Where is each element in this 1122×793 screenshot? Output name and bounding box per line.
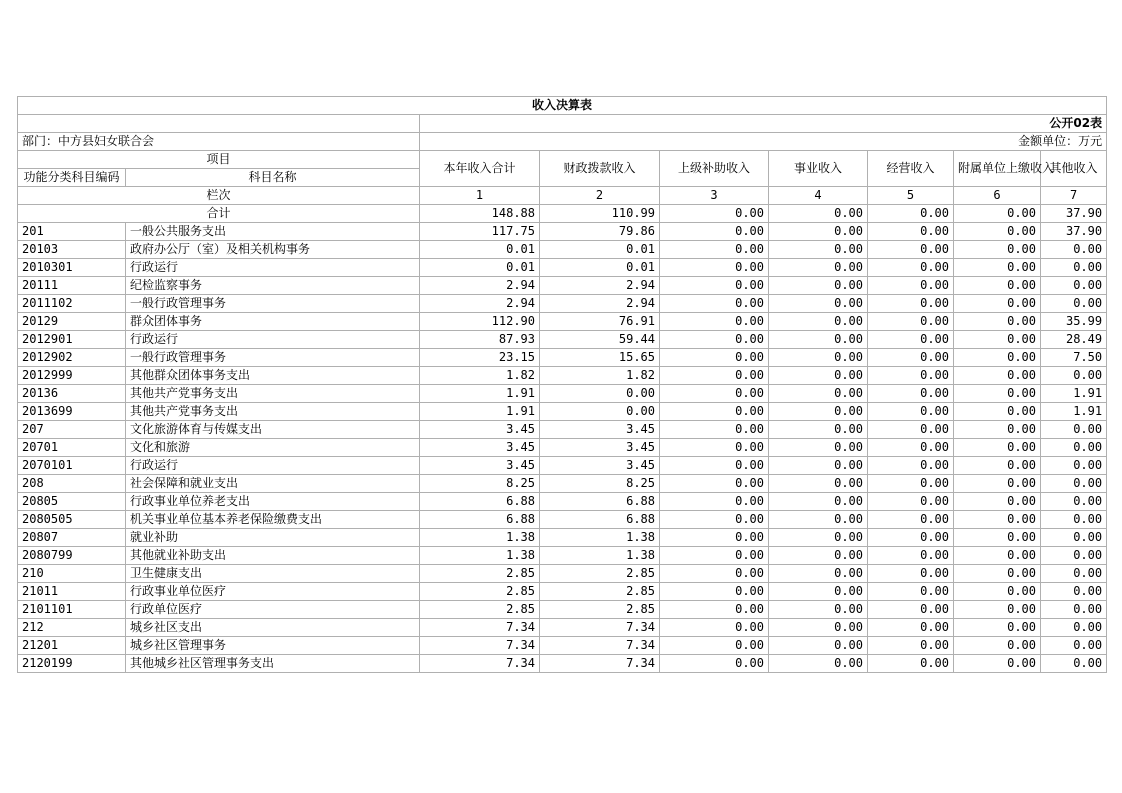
amount-cell: 0.00 [660,241,769,259]
table-row [18,655,1107,673]
amount-cell: 0.00 [954,331,1041,349]
amount-cell: 2.94 [420,277,540,295]
subject-code: 21201 [18,637,126,655]
amount-cell: 7.34 [420,637,540,655]
amount-cell: 1.91 [420,385,540,403]
amount-cell: 0.00 [954,259,1041,277]
amount-cell: 0.00 [954,601,1041,619]
amount-cell: 23.15 [420,349,540,367]
amount-cell: 3.45 [540,439,660,457]
table-row [18,457,1107,475]
subject-code: 20807 [18,529,126,547]
amount-cell: 0.00 [954,547,1041,565]
amount-cell: 3.45 [420,439,540,457]
amount-cell: 0.00 [1041,529,1107,547]
amount-cell: 0.00 [868,367,954,385]
subject-name: 纪检监察事务 [126,277,420,295]
amount-cell: 0.00 [954,313,1041,331]
col-header-total: 本年收入合计 [420,151,540,187]
amount-cell: 3.45 [420,457,540,475]
subject-code: 2080505 [18,511,126,529]
amount-cell: 0.00 [954,295,1041,313]
amount-cell: 59.44 [540,331,660,349]
table-row [18,637,1107,655]
amount-cell: 0.00 [660,421,769,439]
amount-cell: 0.00 [868,547,954,565]
amount-cell: 7.34 [540,637,660,655]
amount-cell: 7.34 [420,655,540,673]
total-cell: 0.00 [769,205,868,223]
subject-name: 行政运行 [126,457,420,475]
amount-cell: 2.85 [420,583,540,601]
amount-cell: 0.00 [1041,439,1107,457]
amount-cell: 1.82 [540,367,660,385]
subject-code: 212 [18,619,126,637]
table-row [18,313,1107,331]
col-header-fiscal: 财政拨款收入 [540,151,660,187]
amount-cell: 0.00 [1041,547,1107,565]
amount-cell: 0.00 [868,349,954,367]
table-row [18,331,1107,349]
amount-cell: 0.00 [868,403,954,421]
amount-cell: 0.00 [1041,475,1107,493]
column-number: 5 [868,187,954,205]
amount-cell: 0.00 [1041,601,1107,619]
subject-name: 文化和旅游 [126,439,420,457]
amount-cell: 0.00 [769,349,868,367]
amount-cell: 0.00 [1041,241,1107,259]
subject-code: 201 [18,223,126,241]
amount-cell: 0.00 [954,565,1041,583]
amount-cell: 6.88 [540,493,660,511]
amount-cell: 0.00 [1041,421,1107,439]
table-row [18,511,1107,529]
subject-code: 2070101 [18,457,126,475]
col-header-operating: 经营收入 [868,151,954,187]
amount-cell: 0.01 [540,259,660,277]
subject-name: 机关事业单位基本养老保险缴费支出 [126,511,420,529]
amount-cell: 0.00 [954,457,1041,475]
amount-cell: 0.00 [868,655,954,673]
amount-cell: 0.00 [868,277,954,295]
amount-cell: 0.00 [769,367,868,385]
amount-cell: 2.85 [420,565,540,583]
table-row [18,241,1107,259]
table-row [18,565,1107,583]
income-table [17,96,1107,673]
subject-name: 行政运行 [126,331,420,349]
subject-code: 20129 [18,313,126,331]
form-number: 公开02表 [420,115,1107,133]
col-header-affiliated: 附属单位上缴收入 [954,151,1041,187]
subject-name: 行政事业单位养老支出 [126,493,420,511]
subject-code: 208 [18,475,126,493]
subject-code: 207 [18,421,126,439]
amount-cell: 79.86 [540,223,660,241]
amount-cell: 0.00 [868,529,954,547]
table-row [18,385,1107,403]
subject-name: 一般行政管理事务 [126,349,420,367]
amount-cell: 0.00 [954,277,1041,295]
amount-cell: 1.82 [420,367,540,385]
amount-cell: 0.00 [1041,457,1107,475]
amount-cell: 1.91 [1041,403,1107,421]
amount-cell: 15.65 [540,349,660,367]
amount-cell: 0.00 [868,223,954,241]
amount-cell: 2.85 [540,601,660,619]
amount-cell: 0.00 [769,277,868,295]
table-row [18,349,1107,367]
amount-cell: 0.00 [1041,583,1107,601]
table-row [18,259,1107,277]
amount-cell: 0.00 [868,583,954,601]
amount-cell: 0.00 [769,475,868,493]
amount-cell: 0.00 [868,439,954,457]
amount-cell: 0.00 [769,241,868,259]
column-number-label: 栏次 [18,187,420,205]
amount-cell: 0.00 [868,259,954,277]
amount-cell: 3.45 [540,457,660,475]
amount-cell: 0.00 [660,547,769,565]
total-label: 合计 [18,205,420,223]
column-number: 7 [1041,187,1107,205]
subject-code: 20136 [18,385,126,403]
subject-code: 20701 [18,439,126,457]
amount-cell: 0.00 [954,241,1041,259]
subject-name: 群众团体事务 [126,313,420,331]
col-header-other: 其他收入 [1041,151,1107,187]
amount-cell: 0.00 [868,421,954,439]
subject-code: 21011 [18,583,126,601]
amount-cell: 28.49 [1041,331,1107,349]
amount-cell: 0.00 [954,619,1041,637]
amount-cell: 0.00 [868,331,954,349]
amount-cell: 0.00 [660,367,769,385]
amount-cell: 0.00 [660,313,769,331]
amount-cell: 8.25 [540,475,660,493]
amount-cell: 0.00 [1041,565,1107,583]
amount-cell: 0.00 [1041,637,1107,655]
subject-name: 其他就业补助支出 [126,547,420,565]
amount-cell: 0.00 [868,565,954,583]
amount-cell: 0.00 [660,565,769,583]
amount-cell: 87.93 [420,331,540,349]
amount-cell: 0.00 [954,385,1041,403]
amount-cell: 0.00 [954,493,1041,511]
amount-cell: 2.94 [540,295,660,313]
table-row [18,403,1107,421]
amount-cell: 3.45 [420,421,540,439]
amount-cell: 0.00 [660,655,769,673]
amount-cell: 0.00 [769,403,868,421]
amount-cell: 0.00 [954,655,1041,673]
amount-cell: 7.50 [1041,349,1107,367]
amount-cell: 0.00 [769,313,868,331]
subject-code: 2120199 [18,655,126,673]
subject-code: 2013699 [18,403,126,421]
amount-cell: 0.00 [868,385,954,403]
subject-name: 行政单位医疗 [126,601,420,619]
table-title: 收入决算表 [18,97,1107,115]
amount-cell: 7.34 [540,619,660,637]
income-statement-sheet [17,96,1106,673]
column-number: 1 [420,187,540,205]
amount-cell: 0.00 [769,619,868,637]
amount-cell: 0.00 [954,475,1041,493]
amount-cell: 0.00 [868,601,954,619]
amount-cell: 0.00 [769,529,868,547]
subject-name: 行政事业单位医疗 [126,583,420,601]
total-cell: 37.90 [1041,205,1107,223]
subject-code: 20111 [18,277,126,295]
amount-cell: 0.01 [420,259,540,277]
amount-cell: 0.00 [769,637,868,655]
total-cell: 110.99 [540,205,660,223]
amount-cell: 0.00 [868,511,954,529]
table-row [18,619,1107,637]
total-cell: 0.00 [868,205,954,223]
amount-cell: 0.00 [540,385,660,403]
amount-cell: 35.99 [1041,313,1107,331]
amount-cell: 0.00 [769,583,868,601]
amount-cell: 37.90 [1041,223,1107,241]
amount-cell: 0.00 [769,223,868,241]
amount-cell: 0.00 [769,295,868,313]
table-row [18,601,1107,619]
amount-cell: 3.45 [540,421,660,439]
amount-cell: 1.91 [1041,385,1107,403]
amount-cell: 0.00 [868,457,954,475]
unit-label: 金额单位：万元 [420,133,1107,151]
amount-cell: 112.90 [420,313,540,331]
amount-cell: 0.00 [660,277,769,295]
subject-code: 2011102 [18,295,126,313]
amount-cell: 0.00 [660,583,769,601]
amount-cell: 0.00 [954,511,1041,529]
amount-cell: 1.38 [420,547,540,565]
subject-code: 2012902 [18,349,126,367]
table-row [18,367,1107,385]
column-number: 4 [769,187,868,205]
column-number: 2 [540,187,660,205]
amount-cell: 0.00 [660,619,769,637]
amount-cell: 2.85 [540,583,660,601]
subject-code: 210 [18,565,126,583]
amount-cell: 8.25 [420,475,540,493]
subject-name: 其他群众团体事务支出 [126,367,420,385]
amount-cell: 0.00 [954,367,1041,385]
amount-cell: 0.00 [660,457,769,475]
amount-cell: 0.00 [954,223,1041,241]
amount-cell: 0.00 [769,565,868,583]
amount-cell: 6.88 [420,511,540,529]
table-row [18,583,1107,601]
amount-cell: 0.00 [769,385,868,403]
amount-cell: 6.88 [540,511,660,529]
amount-cell: 0.00 [660,493,769,511]
amount-cell: 2.94 [420,295,540,313]
table-row [18,475,1107,493]
amount-cell: 0.00 [769,439,868,457]
table-row [18,547,1107,565]
subject-code: 20805 [18,493,126,511]
subject-name: 一般公共服务支出 [126,223,420,241]
table-row [18,421,1107,439]
total-cell: 148.88 [420,205,540,223]
amount-cell: 0.00 [1041,295,1107,313]
amount-cell: 1.38 [420,529,540,547]
amount-cell: 117.75 [420,223,540,241]
subject-code: 2012999 [18,367,126,385]
amount-cell: 76.91 [540,313,660,331]
col-header-superior: 上级补助收入 [660,151,769,187]
amount-cell: 0.00 [660,511,769,529]
subject-name: 一般行政管理事务 [126,295,420,313]
item-group-header: 项目 [18,151,420,169]
amount-cell: 0.00 [769,421,868,439]
amount-cell: 7.34 [540,655,660,673]
amount-cell: 0.00 [1041,367,1107,385]
subject-code: 2080799 [18,547,126,565]
amount-cell: 0.00 [1041,619,1107,637]
department-label: 部门：中方县妇女联合会 [18,133,420,151]
amount-cell: 1.91 [420,403,540,421]
subject-code: 2101101 [18,601,126,619]
amount-cell: 0.00 [868,241,954,259]
subject-name: 政府办公厅（室）及相关机构事务 [126,241,420,259]
subject-name: 城乡社区管理事务 [126,637,420,655]
code-header: 功能分类科目编码 [18,169,126,187]
amount-cell: 0.00 [1041,655,1107,673]
amount-cell: 0.00 [660,385,769,403]
amount-cell: 2.94 [540,277,660,295]
subject-name: 就业补助 [126,529,420,547]
subject-code: 2012901 [18,331,126,349]
table-row [18,529,1107,547]
amount-cell: 0.00 [868,475,954,493]
subject-name: 城乡社区支出 [126,619,420,637]
amount-cell: 0.00 [660,331,769,349]
amount-cell: 0.00 [540,403,660,421]
amount-cell: 0.00 [660,601,769,619]
amount-cell: 0.00 [660,637,769,655]
amount-cell: 0.00 [769,655,868,673]
amount-cell: 0.00 [660,223,769,241]
amount-cell: 0.00 [660,475,769,493]
total-row [18,205,1107,223]
table-row [18,493,1107,511]
amount-cell: 0.00 [769,457,868,475]
amount-cell: 0.00 [769,493,868,511]
amount-cell: 0.00 [1041,277,1107,295]
subject-code: 20103 [18,241,126,259]
amount-cell: 0.00 [660,349,769,367]
table-row [18,295,1107,313]
amount-cell: 0.00 [660,295,769,313]
amount-cell: 0.00 [954,529,1041,547]
amount-cell: 2.85 [420,601,540,619]
table-row [18,277,1107,295]
amount-cell: 0.00 [868,637,954,655]
amount-cell: 0.00 [868,295,954,313]
amount-cell: 0.00 [868,619,954,637]
name-header: 科目名称 [126,169,420,187]
amount-cell: 0.00 [954,439,1041,457]
table-row [18,223,1107,241]
total-cell: 0.00 [660,205,769,223]
amount-cell: 0.00 [1041,511,1107,529]
col-header-business: 事业收入 [769,151,868,187]
amount-cell: 0.00 [868,313,954,331]
amount-cell: 0.00 [660,529,769,547]
amount-cell: 0.00 [954,349,1041,367]
amount-cell: 1.38 [540,547,660,565]
amount-cell: 7.34 [420,619,540,637]
amount-cell: 0.00 [954,637,1041,655]
amount-cell: 0.01 [420,241,540,259]
amount-cell: 0.00 [769,259,868,277]
table-row [18,439,1107,457]
amount-cell: 0.00 [660,439,769,457]
amount-cell: 0.00 [954,403,1041,421]
amount-cell: 0.00 [769,331,868,349]
amount-cell: 6.88 [420,493,540,511]
total-cell: 0.00 [954,205,1041,223]
subject-name: 行政运行 [126,259,420,277]
amount-cell: 0.00 [1041,259,1107,277]
amount-cell: 0.00 [660,259,769,277]
amount-cell: 0.00 [769,547,868,565]
amount-cell: 0.00 [868,493,954,511]
amount-cell: 1.38 [540,529,660,547]
subject-name: 其他城乡社区管理事务支出 [126,655,420,673]
subject-name: 社会保障和就业支出 [126,475,420,493]
subject-name: 文化旅游体育与传媒支出 [126,421,420,439]
amount-cell: 0.00 [769,511,868,529]
amount-cell: 0.00 [954,421,1041,439]
amount-cell: 0.00 [1041,493,1107,511]
subject-code: 2010301 [18,259,126,277]
amount-cell: 0.01 [540,241,660,259]
amount-cell: 0.00 [660,403,769,421]
subject-name: 其他共产党事务支出 [126,385,420,403]
amount-cell: 2.85 [540,565,660,583]
amount-cell: 0.00 [954,583,1041,601]
column-number: 3 [660,187,769,205]
amount-cell: 0.00 [769,601,868,619]
subject-name: 其他共产党事务支出 [126,403,420,421]
subject-name: 卫生健康支出 [126,565,420,583]
column-number: 6 [954,187,1041,205]
